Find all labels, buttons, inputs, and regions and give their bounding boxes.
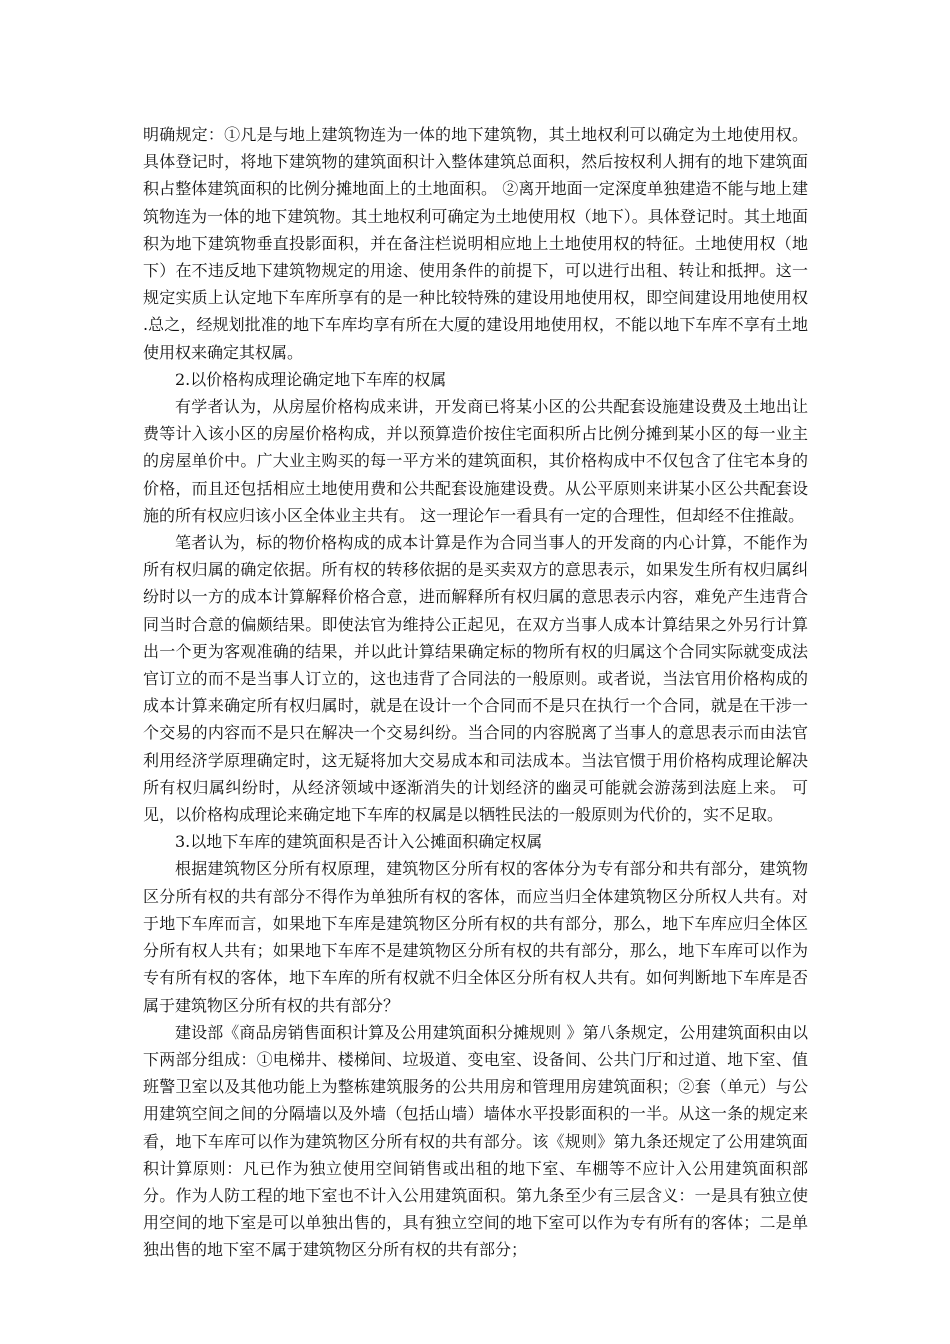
paragraph-condominium-principle: 根据建筑物区分所有权原理，建筑物区分所有权的客体分为专有部分和共有部分，建筑物区分所有权的共有部分不得作为单独所有权的客体，而应当归全体建筑物区分所权人共有。对于地下车库而言，如果地下车库是建筑物区分所有权的共有部分，那么，地下车库应归全体区分所有权人共有；如果地下车库不是建筑物区分所有权的共有部分，那么，地下车库可以作为专有所有权的客体，地下车库的所有权就不归全体区分所有权人共有。如何判断地下车库是否属于建筑物区分所有权的共有部分？ [143,859,808,1015]
section-heading-shared-area: 3.以地下车库的建筑面积是否计入公摊面积确定权属 [175,832,543,852]
paragraph-registration-rules: 明确规定：①凡是与地上建筑物连为一体的地下建筑物，其土地权利可以确定为土地使用权。具体登记时，将地下建筑物的建筑面积计入整体建筑总面积，然后按权利人拥有的地下建筑面积占整体建筑面积的比例分摊地面上的土地面积。 ②离开地面一定深度单独建造不能与地上建筑物连为一体的地下建筑物。其土地权利可确定为土地使用权（地下）。具体登记时。其土地面积为地下建筑物垂直投影面积，并在备注栏说明相应地上土地使用权的特征。土地使用权（地下）在不违反地下建筑物规定的用途、使用条件的前提下，可以进行出租、转让和抵押。这一规定实质上认定地下车库所享有的是一种比较特殊的建设用地使用权，即空间建设用地使用权 .总之，经规划批准的地下车库均享有所在大厦的建设用地使用权，不能以地下车库不享有土地使用权来确定其权属。 [143,125,808,362]
section-heading-price-theory: 2.以价格构成理论确定地下车库的权属 [175,369,447,389]
document-page [143,121,808,1264]
paragraph-author-view: 笔者认为，标的物价格构成的成本计算是作为合同当事人的开发商的内心计算，不能作为所有权归属的确定依据。所有权的转移依据的是买卖双方的意思表示，如果发生所有权归属纠纷时以一方的成本计算解释价格合意，进而解释所有权归属的意思表示内容，难免产生违背合同当时合意的偏颇结果。即使法官为维持公正起见，在双方当事人成本计算结果之外另行计算出一个更为客观准确的结果，并以此计算结果确定标的物所有权的归属这个合同实际就变成法官订立的而不是当事人订立的，这也违背了合同法的一般原则。或者说，当法官用价格构成的成本计算来确定所有权归属时，就是在设计一个合同而不是只在执行一个合同，就是在干涉一个交易的内容而不是只在解决一个交易纠纷。当合同的内容脱离了当事人的意思表示而由法官利用经济学原理确定时，这无疑将加大交易成本和司法成本。当法官惯于用价格构成理论解决所有权归属纠纷时，从经济领域中逐渐消失的计划经济的幽灵可能就会游荡到法庭上来。 可见，以价格构成理论来确定地下车库的权属是以牺牲民法的一般原则为代价的，实不足取。 [143,533,808,825]
paragraph-ministry-rules: 建设部《商品房销售面积计算及公用建筑面积分摊规则 》第八条规定，公用建筑面积由以下两部分组成：①电梯井、楼梯间、垃圾道、变电室、设备间、公共门厅和过道、地下室、值班警卫室以及其他功能上为整栋建筑服务的公共用房和管理用房建筑面积；②套（单元）与公用建筑空间之间的分隔墙以及外墙（包括山墙）墙体水平投影面积的一半。从这一条的规定来看，地下车库可以作为建筑物区分所有权的共有部分。该《规则》第九条还规定了公用建筑面积计算原则：凡已作为独立使用空间销售或出租的地下室、车棚等不应计入公用建筑面积部分。作为人防工程的地下室也不计入公用建筑面积。第九条至少有三层含义：一是具有独立使用空间的地下室是可以单独出售的，具有独立空间的地下室可以作为专有所有的客体；二是单独出售的地下室不属于建筑物区分所有权的共有部分； [143,1022,808,1260]
paragraph-scholar-view: 有学者认为，从房屋价格构成来讲，开发商已将某小区的公共配套设施建设费及土地出让费等计入该小区的房屋价格构成，并以预算造价按住宅面积所占比例分摊到某小区的每一业主的房屋单价中。广大业主购买的每一平方米的建筑面积，其价格构成中不仅包含了住宅本身的价格，而且还包括相应土地使用费和公共配套设施建设费。从公平原则来讲某小区公共配套设施的所有权应归该小区全体业主共有。 这一理论乍一看具有一定的合理性，但却经不住推敲。 [143,397,808,525]
